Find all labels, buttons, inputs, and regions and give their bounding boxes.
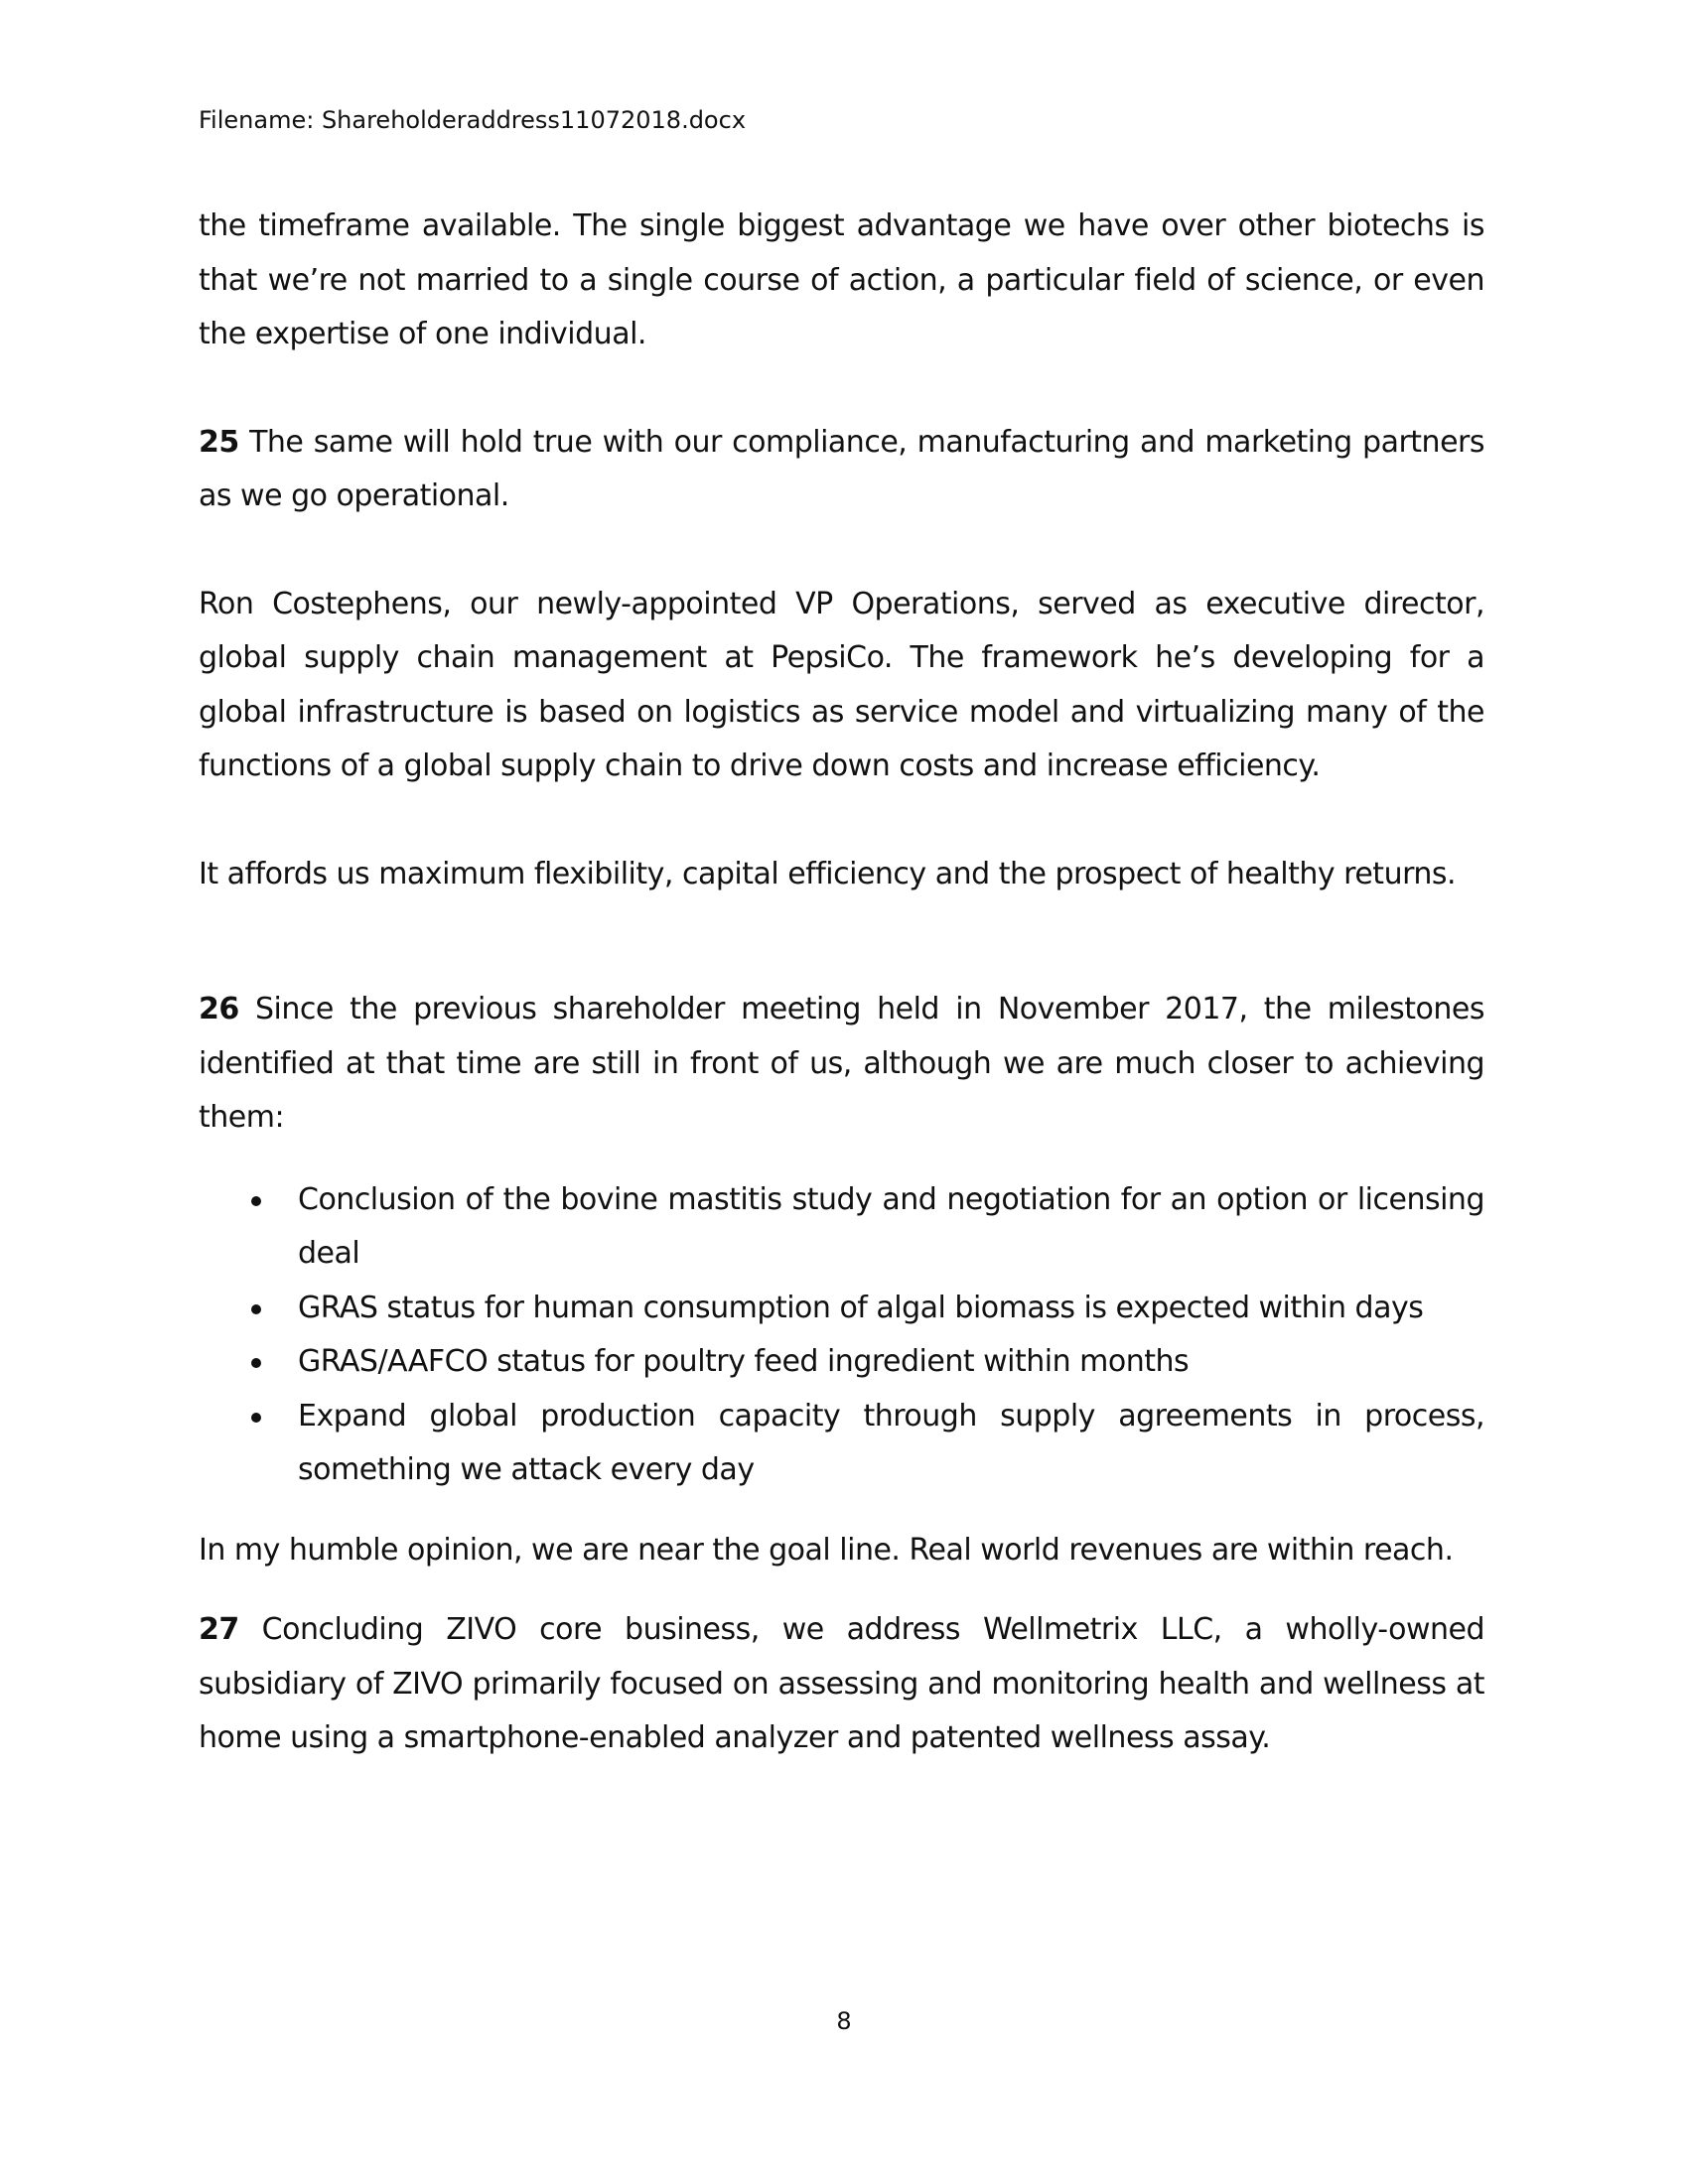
bullet-icon [251,1358,261,1368]
list-item-text: GRAS/AAFCO status for poultry feed ingredient within months [298,1344,1190,1379]
paragraph-ron-costephens: Ron Costephens, our newly-appointed VP Operations, served as executive director, global supply chain management at PepsiCo. The framework he’s developing for a global infrastructure is based on logistics as service model and virtualizing many of the functions of a global supply chain to drive down costs and increase efficiency. [199,586,1484,783]
paragraph-number-25: 25 [199,424,239,460]
list-item [199,1335,1484,1390]
list-item [199,1173,1484,1282]
page-number: 8 [836,2007,852,2035]
page-body [199,200,1484,1766]
list-item-text: GRAS status for human consumption of algal biomass is expected within days [298,1290,1424,1325]
document-filename-header: Filename: Shareholderaddress11072018.docx [199,106,747,134]
paragraph-opinion: In my humble opinion, we are near the goal line. Real world revenues are within reach. [199,1532,1454,1568]
list-item [199,1390,1484,1498]
paragraph-affords: It affords us maximum flexibility, capital efficiency and the prospect of healthy returns. [199,856,1457,891]
paragraph-number-26: 26 [199,992,239,1026]
list-item-text: Conclusion of the bovine mastitis study and negotiation for an option or licensing deal [298,1181,1484,1271]
milestones-list [199,1173,1484,1498]
bullet-icon [251,1196,261,1206]
paragraph-25 [199,416,1484,524]
list-item-text: Expand global production capacity through supply agreements in process, something we attack every day [298,1398,1484,1487]
bullet-icon [251,1304,261,1314]
bullet-icon [251,1413,261,1423]
paragraph-27-text: Concluding ZIVO core business, we address Wellmetrix LLC, a wholly-owned subsidiary of ZIVO primarily focused on assessing and monitoring health and wellness at home using a smartphone-enabled analyzer and patented wellness assay. [199,1612,1484,1755]
paragraph-number-27: 27 [199,1612,239,1647]
paragraph-27 [199,1603,1484,1766]
paragraph-25-text: The same will hold true with our compliance, manufacturing and marketing partners as we go operational. [199,424,1484,513]
paragraph-26-text: Since the previous shareholder meeting held in November 2017, the milestones identified at that time are still in front of us, although we are much closer to achieving them: [199,992,1484,1135]
paragraph-continuation: the timeframe available. The single biggest advantage we have over other biotechs is that we’re not married to a single course of action, a particular field of science, or even the expertise of one individual. [199,208,1484,351]
paragraph-26 [199,983,1484,1146]
list-item [199,1282,1484,1336]
